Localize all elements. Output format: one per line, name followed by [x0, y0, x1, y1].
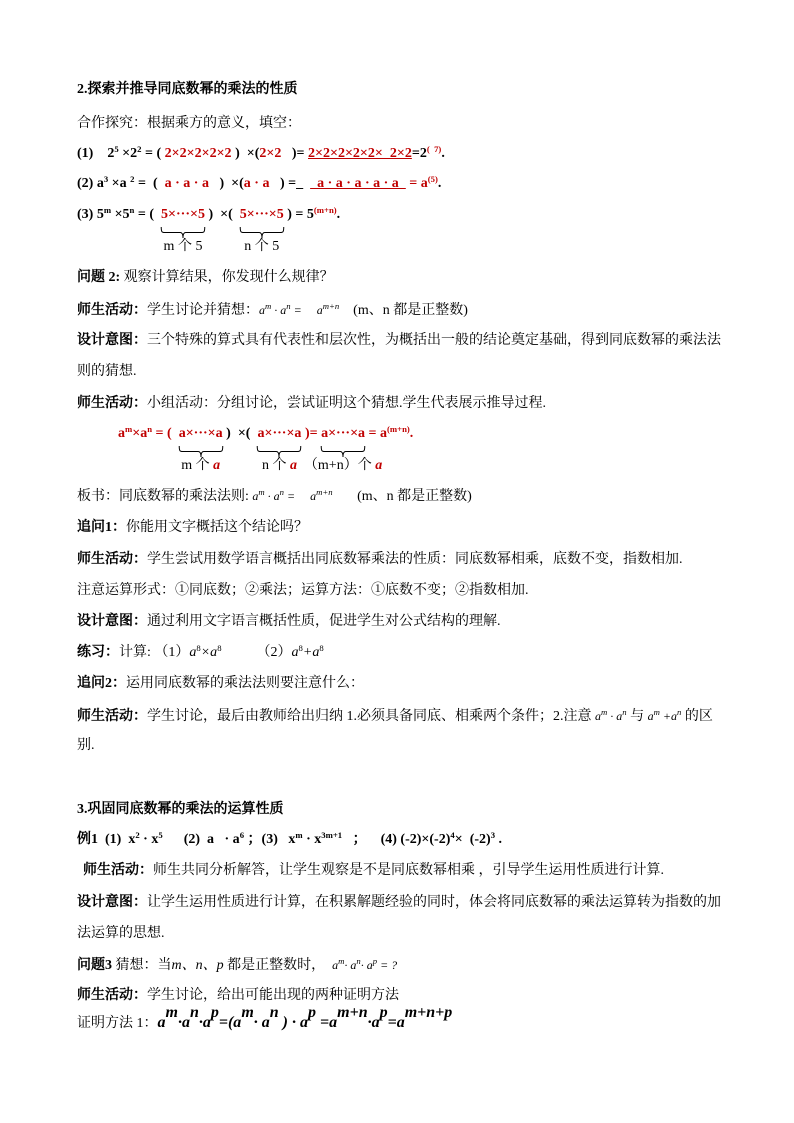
- activity-text: 小组活动：分组讨论，尝试证明这个猜想.学生代表展示推导过程.: [147, 396, 546, 411]
- activity-text: 学生讨论并猜想：: [147, 303, 259, 318]
- exponent: 2: [137, 143, 142, 154]
- activity-group: [77, 394, 546, 414]
- question-2: [77, 268, 334, 288]
- followup-label: 追问2：: [77, 676, 126, 691]
- formula-part: =a: [316, 1014, 338, 1031]
- brace-count: m 个: [181, 458, 214, 473]
- exponent: 6: [239, 829, 245, 840]
- activity-label: 师生活动：: [77, 552, 147, 567]
- operator: ×2: [118, 146, 138, 161]
- formula-part: =(a: [218, 1014, 242, 1031]
- activity-conclusion-cont: 别.: [77, 738, 95, 753]
- exponent: n: [269, 1004, 279, 1022]
- condition-note: (m、n 都是正整数): [339, 303, 468, 318]
- brace-group-m: [178, 424, 223, 473]
- exponent: m+n: [322, 300, 340, 311]
- formula-part: · a: [360, 958, 373, 972]
- period: .: [441, 146, 445, 161]
- times-open: ) ×(: [231, 146, 260, 161]
- answer-exponent: (m+n): [313, 204, 337, 215]
- question-text: 猜想：当: [112, 958, 172, 973]
- formula-part: ·a: [198, 1014, 211, 1031]
- group-expression: 5×···×5: [161, 207, 205, 222]
- design-intent-2: [77, 612, 501, 632]
- formula-part: · a: [344, 958, 357, 972]
- formula-part: · a: [271, 303, 287, 317]
- formula-part: ×a: [132, 426, 148, 441]
- formula-part: (2): [162, 832, 208, 847]
- activity-conjecture: [77, 300, 468, 320]
- exponent: n: [279, 486, 284, 497]
- practice-text: 计算: （1）: [119, 645, 190, 660]
- exponent: m: [165, 1004, 178, 1022]
- exponent: 8: [196, 642, 201, 653]
- exercise-number: (3) 5: [77, 207, 104, 222]
- board-text: 同底数幂的乘法法则:: [119, 489, 253, 504]
- answer-fill-underlined: a · a · a · a · a: [310, 176, 406, 191]
- exponent: p: [210, 1004, 219, 1022]
- exponent: m+n: [316, 486, 333, 497]
- section-heading: 3.巩固同底数幂的乘法的运算性质: [77, 802, 284, 817]
- formula-part: a: [332, 958, 339, 972]
- derivation-formula: [118, 423, 414, 473]
- exponent: n: [286, 300, 291, 311]
- practice: [77, 643, 324, 663]
- exponent: m: [265, 300, 272, 311]
- close-equals: )=: [281, 146, 308, 161]
- formula-part: · a: [607, 709, 623, 723]
- formula-part: a: [157, 1014, 166, 1031]
- activity-conclusion: [77, 706, 713, 726]
- exponent: 8: [217, 642, 222, 653]
- equals-open: = (: [134, 176, 165, 191]
- times-open: ) ×(: [204, 207, 240, 222]
- design-intent-3-cont: 法运算的思想.: [77, 926, 165, 941]
- condition-note: (m、n 都是正整数): [332, 489, 472, 504]
- activity-label: 师生活动：: [77, 988, 147, 1003]
- exercise-number: (1): [77, 146, 108, 161]
- fill-exercise-3: [77, 204, 341, 254]
- brace-label: [304, 456, 382, 476]
- activity-text: 学生讨论，最后由教师给出归纳 1.必须具备同底、相乘两个条件；2.注意: [147, 709, 595, 724]
- exponent: (m+n): [387, 423, 410, 434]
- example-label: 例1: [77, 832, 98, 847]
- exponent: 8: [319, 642, 324, 653]
- formula-part: ) · a: [278, 1014, 308, 1031]
- answer-fill: 2×2×2×2×2: [164, 146, 232, 161]
- formula-part: x: [288, 832, 296, 847]
- brace-group-n: [257, 424, 302, 473]
- design-text: 通过利用文字语言概括性质，促进学生对公式结构的理解.: [147, 614, 501, 629]
- answer-fill: 2×2: [259, 146, 282, 161]
- formula-part: · a: [253, 1014, 270, 1031]
- exponent: 3: [490, 829, 496, 840]
- activity-label: 师生活动：: [77, 396, 147, 411]
- practice-separator: （2）: [221, 645, 292, 660]
- example-1: [77, 830, 502, 850]
- brace-label: m 个 5: [163, 239, 203, 254]
- exponent: 2: [130, 173, 135, 184]
- fill-exercise-1: [77, 144, 445, 164]
- formula-part: a · a: [207, 832, 240, 847]
- formula-part: × (-2): [454, 832, 491, 847]
- exponent: 5: [158, 829, 163, 840]
- exponent: 5: [114, 143, 119, 154]
- activity-text: 的区: [681, 709, 713, 724]
- exponent: p: [372, 955, 378, 966]
- exponent: 4: [450, 829, 455, 840]
- exponent: n: [676, 706, 682, 717]
- operator: ×5: [111, 207, 130, 222]
- design-label: 设计意图：: [77, 614, 147, 629]
- brace-base: a: [289, 458, 297, 473]
- exponent: n: [129, 204, 135, 215]
- formula-part: = a: [365, 426, 388, 441]
- formula-part: x: [128, 832, 136, 847]
- equals-open: = (: [134, 207, 162, 222]
- formula-part: a: [259, 303, 265, 317]
- formula-part: a: [595, 709, 601, 723]
- question-variables: m、n、p: [171, 958, 224, 973]
- group-expression: a×···×a: [178, 426, 223, 441]
- followup-label: 追问1：: [77, 520, 126, 535]
- exponent: m+n+p: [404, 1004, 453, 1022]
- design-label: 设计意图：: [77, 895, 147, 910]
- exponent: m: [601, 706, 608, 717]
- followup-text: 运用同底数幂的乘法法则要注意什么：: [126, 676, 364, 691]
- equals-base: =2: [411, 146, 427, 161]
- exponent: m: [295, 829, 303, 840]
- activity-summary: [77, 550, 683, 570]
- exponent: m: [653, 706, 660, 717]
- question-3: [77, 955, 397, 975]
- board-label: 板书：: [77, 489, 119, 504]
- answer-exponent: (5): [427, 173, 438, 184]
- proof-method-1: [77, 1004, 453, 1033]
- followup-text: 你能用文字概括这个结论吗？: [126, 520, 308, 535]
- formula-part: · x: [139, 832, 159, 847]
- activity-text: 与: [626, 709, 648, 724]
- activity-text: 学生讨论，给出可能出现的两种证明方法: [147, 988, 399, 1003]
- activity-label: 师生活动：: [83, 863, 153, 878]
- brace-group-m: [161, 205, 205, 254]
- exponent: 8: [298, 642, 303, 653]
- formula-part: =a: [387, 1014, 405, 1031]
- formula-part: +a: [302, 645, 320, 660]
- design-intent-1-cont: 则的猜想.: [77, 364, 137, 379]
- formula-part: ；(3): [244, 832, 289, 847]
- answer-fill: a · a · a: [164, 176, 209, 191]
- design-text: 三个特殊的算式具有代表性和层次性，为概括出一般的结论奠定基础，得到同底数幂的乘法法: [147, 333, 721, 348]
- exponent: n: [147, 423, 153, 434]
- brace-base: a: [375, 458, 383, 473]
- brace-count: n 个: [261, 458, 290, 473]
- formula-part: (1): [98, 832, 129, 847]
- formula-part: · x: [302, 832, 322, 847]
- brace-group-n: [239, 205, 284, 254]
- formula-part: a: [189, 645, 197, 660]
- exponent: m: [258, 486, 265, 497]
- activity-example: [83, 861, 664, 881]
- activity-label: 师生活动：: [77, 709, 147, 724]
- formula-part: a: [647, 709, 654, 723]
- blackboard-rule: [77, 486, 472, 506]
- exponent: 2: [135, 829, 140, 840]
- question-text: 观察计算结果，你发现什么规律？: [120, 270, 334, 285]
- period: .: [409, 426, 414, 441]
- formula-part: a: [291, 645, 299, 660]
- brace-group-mn: [303, 424, 383, 473]
- formula-part: +a: [659, 709, 677, 723]
- exponent: p: [379, 1004, 388, 1022]
- practice-label: 练习：: [77, 645, 119, 660]
- exponent: m: [103, 204, 112, 215]
- exponent: n: [189, 1004, 199, 1022]
- formula-part: ) ×(: [222, 426, 258, 441]
- question-label: 问题 2:: [77, 270, 121, 285]
- section-heading: 2.探索并推导同底数幂的乘法的性质: [77, 82, 298, 97]
- question-text: 都是正整数时，: [223, 958, 333, 973]
- design-intent-3: [77, 893, 721, 913]
- formula-part: ； (4) (-2)×(-2): [342, 832, 451, 847]
- design-text: 让学生运用性质进行计算，在积累解题经验的同时，体会将同底数幂的乘法运算转为指数的加: [147, 895, 721, 910]
- close-equals: ) = 5: [283, 207, 314, 222]
- close-equals: ) =_: [269, 176, 311, 191]
- activity-label: 师生活动：: [77, 303, 147, 318]
- operator: ×a: [108, 176, 131, 191]
- period: .: [437, 176, 442, 191]
- answer-fill-underlined: 2×2×2×2×2× 2×2: [308, 146, 412, 161]
- exponent: m: [338, 955, 345, 966]
- activity-text: 学生尝试用数学语言概括出同底数幂乘法的性质：同底数幂相乘，底数不变，指数相加.: [147, 552, 683, 567]
- times-open: ) ×(: [208, 176, 244, 191]
- exponent: n: [356, 955, 361, 966]
- exponent: n: [622, 706, 627, 717]
- followup-1: [77, 518, 308, 538]
- exponent: 3: [103, 173, 109, 184]
- period: .: [495, 832, 503, 847]
- formula-part: )=: [301, 426, 322, 441]
- period: .: [336, 207, 341, 222]
- answer-fill: a · a: [243, 176, 270, 191]
- question-label: 问题3: [77, 958, 112, 973]
- exponent: p: [308, 1004, 316, 1022]
- brace-label: [181, 456, 220, 476]
- formula-part: = a: [284, 489, 317, 503]
- group-expression: a×···×a: [321, 426, 366, 441]
- proof-label: 证明方法 1：: [77, 1016, 158, 1031]
- answer-exponent: ( 7): [426, 143, 442, 154]
- formula-part: ×a: [200, 645, 218, 660]
- formula-part: = a: [290, 303, 323, 317]
- base: 2: [107, 146, 115, 161]
- formula-part: a: [118, 426, 125, 441]
- brace-label: [262, 456, 297, 476]
- formula-part: = ?: [377, 958, 398, 972]
- formula-part: ·a: [177, 1014, 190, 1031]
- brace-count: （m+n）个: [303, 458, 376, 473]
- exponent: m: [241, 1004, 254, 1022]
- activity-text: 师生共同分析解答，让学生观察是不是同底数幂相乘 ，引导学生运用性质进行计算.: [153, 863, 664, 878]
- followup-2: [77, 674, 364, 694]
- brace-label: n 个 5: [244, 239, 280, 254]
- group-expression: a×···×a: [257, 426, 302, 441]
- formula-part: ·a: [367, 1014, 380, 1031]
- intro-text: 合作探究：根据乘方的意义，填空：: [77, 116, 301, 131]
- exercise-number: (2) a: [77, 176, 104, 191]
- formula-part: a: [252, 489, 259, 503]
- exponent: 3m+1: [321, 829, 343, 840]
- design-intent-1: [77, 331, 721, 351]
- equals-base: = a: [405, 176, 428, 191]
- equals-open: = (: [141, 146, 165, 161]
- formula-part: = (: [152, 426, 179, 441]
- brace-base: a: [213, 458, 221, 473]
- fill-exercise-2: [77, 174, 441, 194]
- formula-part: · a: [264, 489, 280, 503]
- notice-text: 注意运算形式：①同底数；②乘法；运算方法：①底数不变；②指数相加.: [77, 583, 529, 598]
- exponent: m+n: [337, 1004, 368, 1022]
- design-label: 设计意图：: [77, 333, 147, 348]
- group-expression: 5×···×5: [239, 207, 284, 222]
- exponent: m: [125, 423, 133, 434]
